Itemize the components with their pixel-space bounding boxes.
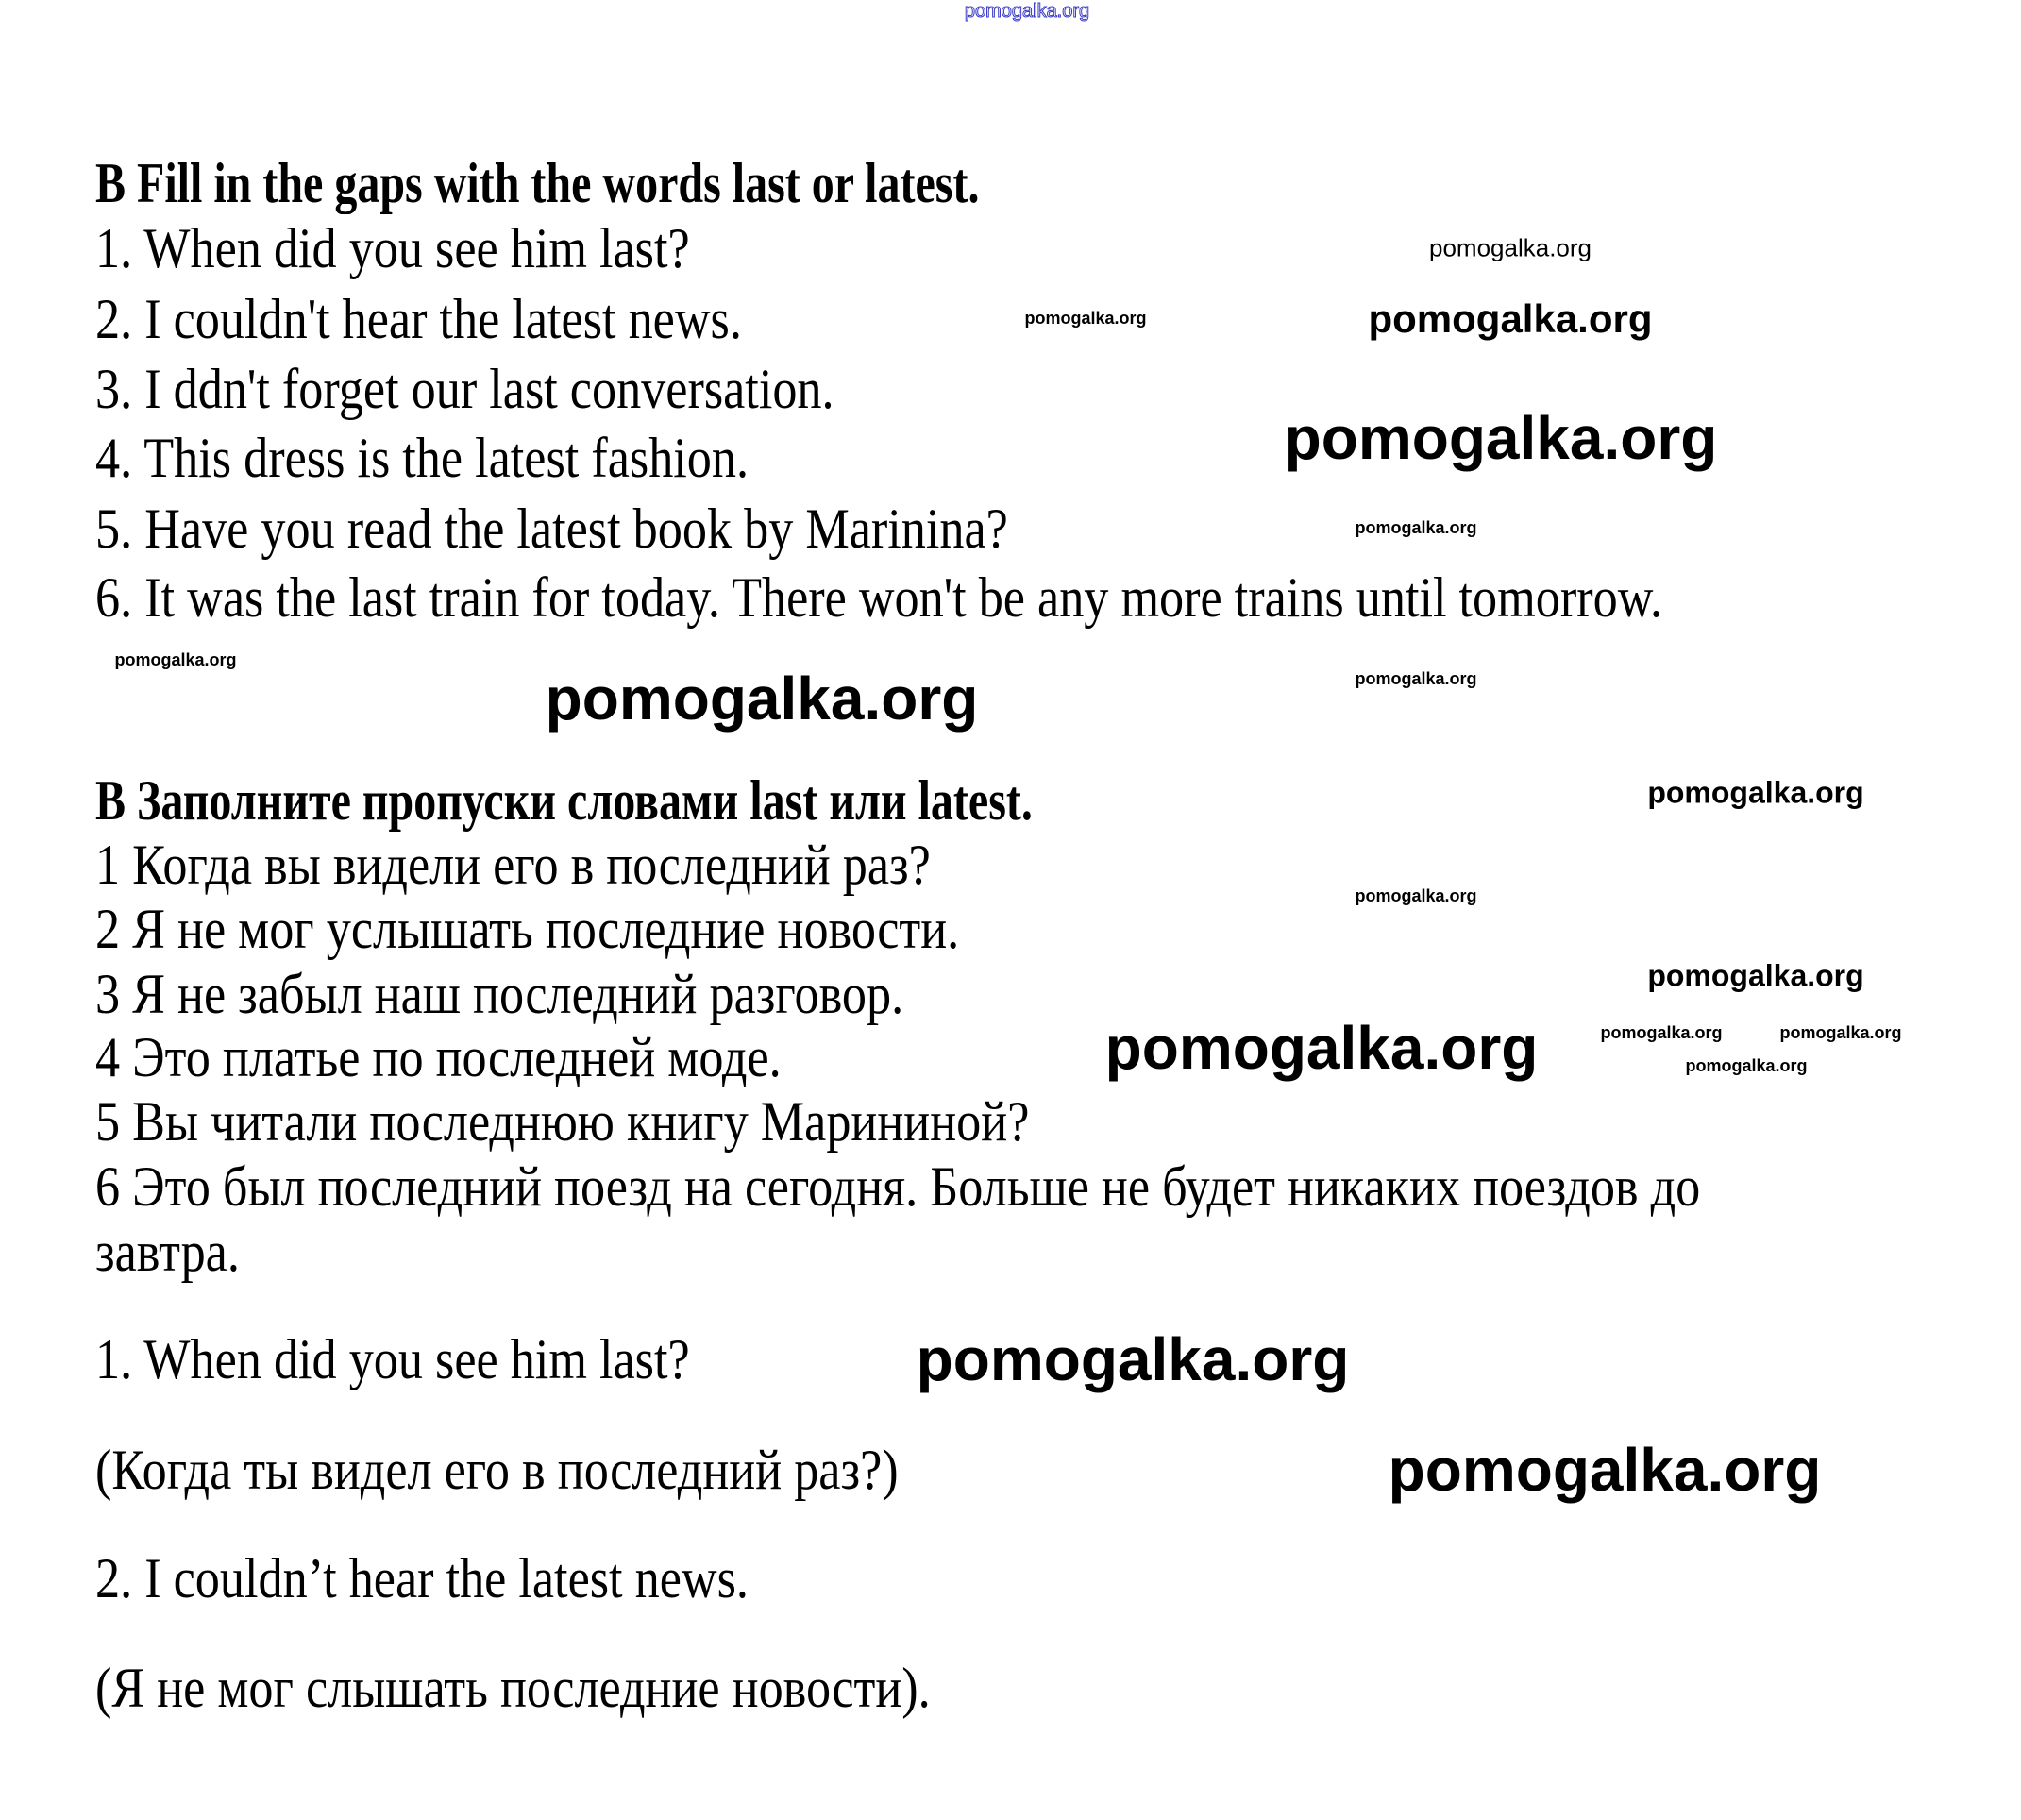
russian-heading: В Заполните пропуски словами last или latest. (95, 769, 1033, 832)
russian-line: 3 Я не забыл наш последний разговор. (95, 963, 904, 1025)
watermark: pomogalka.org (1024, 309, 1147, 329)
answer-translation: (Когда ты видел его в последний раз?) (95, 1439, 899, 1501)
russian-line: 6 Это был последний поезд на сегодня. Больше не будет никаких поездов до (95, 1155, 1701, 1218)
english-line: 4. This dress is the latest fashion. (95, 427, 749, 489)
russian-line: завтра. (95, 1221, 240, 1283)
answer-line: 2. I couldn’t hear the latest news. (95, 1547, 749, 1609)
watermark-top: pomogalka.org (964, 1, 1090, 22)
english-line: 2. I couldn't hear the latest news. (95, 288, 742, 350)
russian-line: 5 Вы читали последнюю книгу Марининой? (95, 1090, 1030, 1153)
watermark: pomogalka.org (1685, 1056, 1808, 1076)
watermark: pomogalka.org (1429, 233, 1592, 262)
english-line: 6. It was the last train for today. There won't be any more trains until tomorrow. (95, 566, 1663, 629)
watermark: pomogalka.org (545, 664, 979, 733)
russian-line: 1 Когда вы видели его в последний раз? (95, 834, 931, 896)
russian-line: 4 Это платье по последней моде. (95, 1026, 782, 1088)
watermark: pomogalka.org (1104, 1013, 1539, 1082)
watermark: pomogalka.org (1355, 669, 1477, 689)
watermark: pomogalka.org (1368, 295, 1653, 341)
watermark: pomogalka.org (1355, 518, 1477, 538)
watermark: pomogalka.org (1284, 403, 1718, 472)
watermark: pomogalka.org (1647, 958, 1864, 993)
watermark: pomogalka.org (1779, 1023, 1902, 1043)
watermark: pomogalka.org (1355, 886, 1477, 906)
watermark: pomogalka.org (1647, 775, 1864, 810)
watermark: pomogalka.org (916, 1324, 1350, 1393)
watermark: pomogalka.org (1388, 1435, 1822, 1504)
english-line: 3. I ddn't forget our last conversation. (95, 358, 834, 420)
english-heading: B Fill in the gaps with the words last or latest. (95, 152, 980, 214)
russian-line: 2 Я не мог услышать последние новости. (95, 898, 960, 960)
answer-translation: (Я не мог слышать последние новости). (95, 1657, 931, 1719)
english-line: 5. Have you read the latest book by Marinina? (95, 497, 1008, 560)
answer-line: 1. When did you see him last? (95, 1328, 690, 1390)
english-line: 1. When did you see him last? (95, 217, 690, 279)
watermark: pomogalka.org (1600, 1023, 1723, 1043)
watermark: pomogalka.org (114, 650, 237, 670)
